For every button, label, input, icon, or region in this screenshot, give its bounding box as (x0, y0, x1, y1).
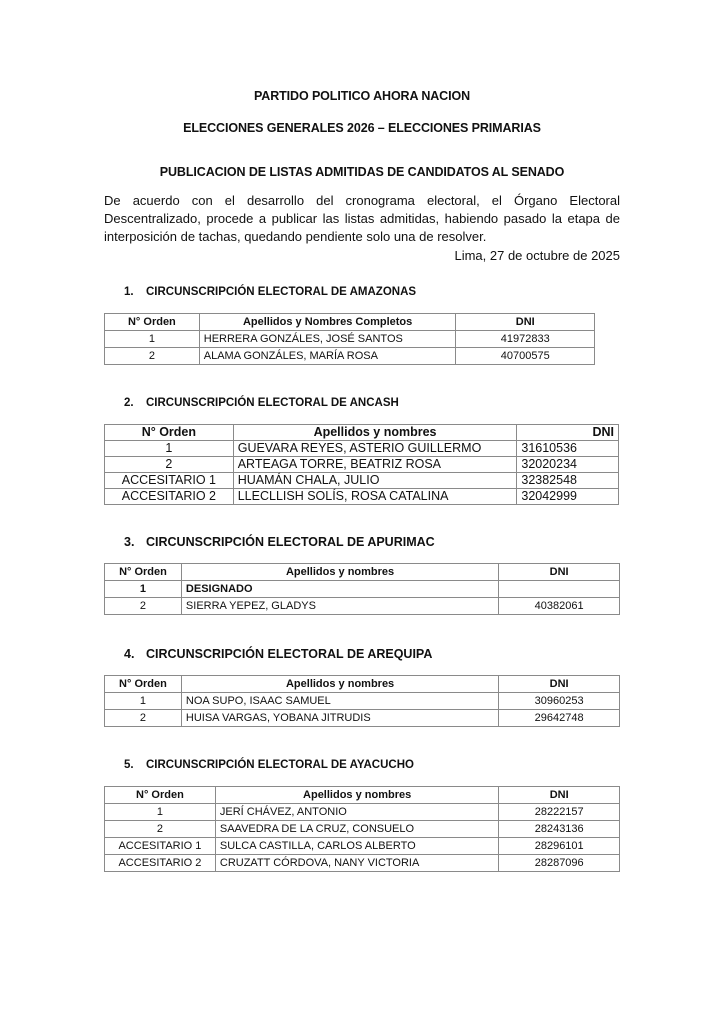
cell-name: HUAMÁN CHALA, JULIO (233, 473, 517, 489)
table-row (105, 855, 620, 872)
col-header-order: N° Orden (105, 425, 234, 441)
table-row (105, 489, 619, 505)
section-heading: CIRCUNSCRIPCIÓN ELECTORAL DE AYACUCHO (146, 759, 414, 771)
cell-name: JERÍ CHÁVEZ, ANTONIO (215, 804, 499, 821)
cell-dni: 32020234 (517, 457, 619, 473)
cell-name: DESIGNADO (181, 581, 498, 598)
cell-order: 1 (105, 441, 234, 457)
section-number: 2. (124, 397, 134, 409)
table-row (105, 348, 595, 365)
cell-dni: 28296101 (499, 838, 620, 855)
party-name: PARTIDO POLITICO AHORA NACION (253, 89, 471, 103)
intro-text: De acuerdo con el desarrollo del cronograma electoral, el Órgano Electoral Descentralizado, procede a publicar las listas admitidas, habiendo pasado la etapa de interposición de tachas, quedando pendiente solo una de resolver. (104, 193, 620, 244)
section-heading: CIRCUNSCRIPCIÓN ELECTORAL DE AREQUIPA (146, 647, 433, 661)
col-header-dni: DNI (499, 676, 620, 693)
table-row (105, 331, 595, 348)
cell-order: 2 (105, 710, 182, 727)
cell-order: 1 (105, 581, 182, 598)
cell-name: HUISA VARGAS, YOBANA JITRUDIS (181, 710, 498, 727)
section-number: 4. (124, 647, 135, 661)
col-header-dni: DNI (499, 787, 620, 804)
col-header-order: N° Orden (105, 564, 182, 581)
section-number: 5. (124, 759, 134, 771)
cell-order: ACCESITARIO 2 (105, 489, 234, 505)
section-heading: CIRCUNSCRIPCIÓN ELECTORAL DE ANCASH (146, 397, 399, 409)
cell-order: 1 (105, 693, 182, 710)
section-number: 1. (124, 286, 134, 298)
cell-dni: 40700575 (456, 348, 595, 365)
cell-name: SULCA CASTILLA, CARLOS ALBERTO (215, 838, 499, 855)
cell-name: SAAVEDRA DE LA CRUZ, CONSUELO (215, 821, 499, 838)
section-title (124, 759, 414, 771)
candidates-table-ancash (104, 424, 619, 505)
cell-dni: 32042999 (517, 489, 619, 505)
col-header-dni: DNI (456, 314, 595, 331)
table-row (105, 693, 620, 710)
cell-dni: 28222157 (499, 804, 620, 821)
cell-name: CRUZATT CÓRDOVA, NANY VICTORIA (215, 855, 499, 872)
cell-order: 2 (105, 348, 200, 365)
col-header-order: N° Orden (105, 787, 216, 804)
candidates-table-ayacucho (104, 786, 620, 872)
cell-name: NOA SUPO, ISAAC SAMUEL (181, 693, 498, 710)
section-number: 3. (124, 535, 135, 549)
cell-name: LLECLLISH SOLÍS, ROSA CATALINA (233, 489, 517, 505)
table-header-row (105, 425, 619, 441)
section-heading: CIRCUNSCRIPCIÓN ELECTORAL DE APURIMAC (146, 535, 435, 549)
table-header-row (105, 314, 595, 331)
cell-dni: 30960253 (499, 693, 620, 710)
cell-dni: 29642748 (499, 710, 620, 727)
section-heading: CIRCUNSCRIPCIÓN ELECTORAL DE AMAZONAS (146, 286, 417, 298)
cell-dni: 40382061 (499, 598, 620, 615)
col-header-dni: DNI (499, 564, 620, 581)
cell-order: 2 (105, 598, 182, 615)
candidates-table-arequipa (104, 675, 620, 727)
section-title (124, 397, 399, 409)
cell-name: GUEVARA REYES, ASTERIO GUILLERMO (233, 441, 517, 457)
table-header-row (105, 787, 620, 804)
cell-name: HERRERA GONZÁLES, JOSÉ SANTOS (199, 331, 456, 348)
table-row (105, 457, 619, 473)
cell-dni: 41972833 (456, 331, 595, 348)
section-title (124, 535, 435, 549)
cell-order: 1 (105, 331, 200, 348)
cell-dni: 31610536 (517, 441, 619, 457)
cell-dni: 28243136 (499, 821, 620, 838)
col-header-name: Apellidos y nombres (215, 787, 499, 804)
section-title (124, 286, 416, 298)
candidates-table-apurimac (104, 563, 620, 615)
table-row (105, 710, 620, 727)
table-row (105, 598, 620, 615)
col-header-name: Apellidos y Nombres Completos (199, 314, 456, 331)
cell-name: ARTEAGA TORRE, BEATRIZ ROSA (233, 457, 517, 473)
table-row (105, 821, 620, 838)
election-title: ELECCIONES GENERALES 2026 – ELECCIONES PRIMARIAS (183, 121, 541, 135)
cell-order: 2 (105, 821, 216, 838)
candidates-table-amazonas (104, 313, 595, 365)
col-header-name: Apellidos y nombres (181, 564, 498, 581)
col-header-name: Apellidos y nombres (233, 425, 517, 441)
table-row (105, 804, 620, 821)
cell-order: 1 (105, 804, 216, 821)
table-header-row (105, 564, 620, 581)
cell-dni: 32382548 (517, 473, 619, 489)
cell-order: ACCESITARIO 1 (105, 473, 234, 489)
table-row (105, 581, 620, 598)
intro-paragraph (104, 192, 620, 246)
cell-order: ACCESITARIO 1 (105, 838, 216, 855)
document-title: PUBLICACION DE LISTAS ADMITIDAS DE CANDIDATOS AL SENADO (159, 165, 565, 179)
col-header-name: Apellidos y nombres (181, 676, 498, 693)
table-row (105, 838, 620, 855)
table-row (105, 473, 619, 489)
cell-order: 2 (105, 457, 234, 473)
publication-date: Lima, 27 de octubre de 2025 (454, 248, 620, 263)
col-header-dni: DNI (517, 425, 619, 441)
cell-order: ACCESITARIO 2 (105, 855, 216, 872)
col-header-order: N° Orden (105, 676, 182, 693)
cell-dni (499, 581, 620, 598)
table-header-row (105, 676, 620, 693)
cell-name: ALAMA GONZÁLES, MARÍA ROSA (199, 348, 456, 365)
col-header-order: N° Orden (105, 314, 200, 331)
cell-name: SIERRA YEPEZ, GLADYS (181, 598, 498, 615)
table-row (105, 441, 619, 457)
cell-dni: 28287096 (499, 855, 620, 872)
section-title (124, 647, 432, 661)
